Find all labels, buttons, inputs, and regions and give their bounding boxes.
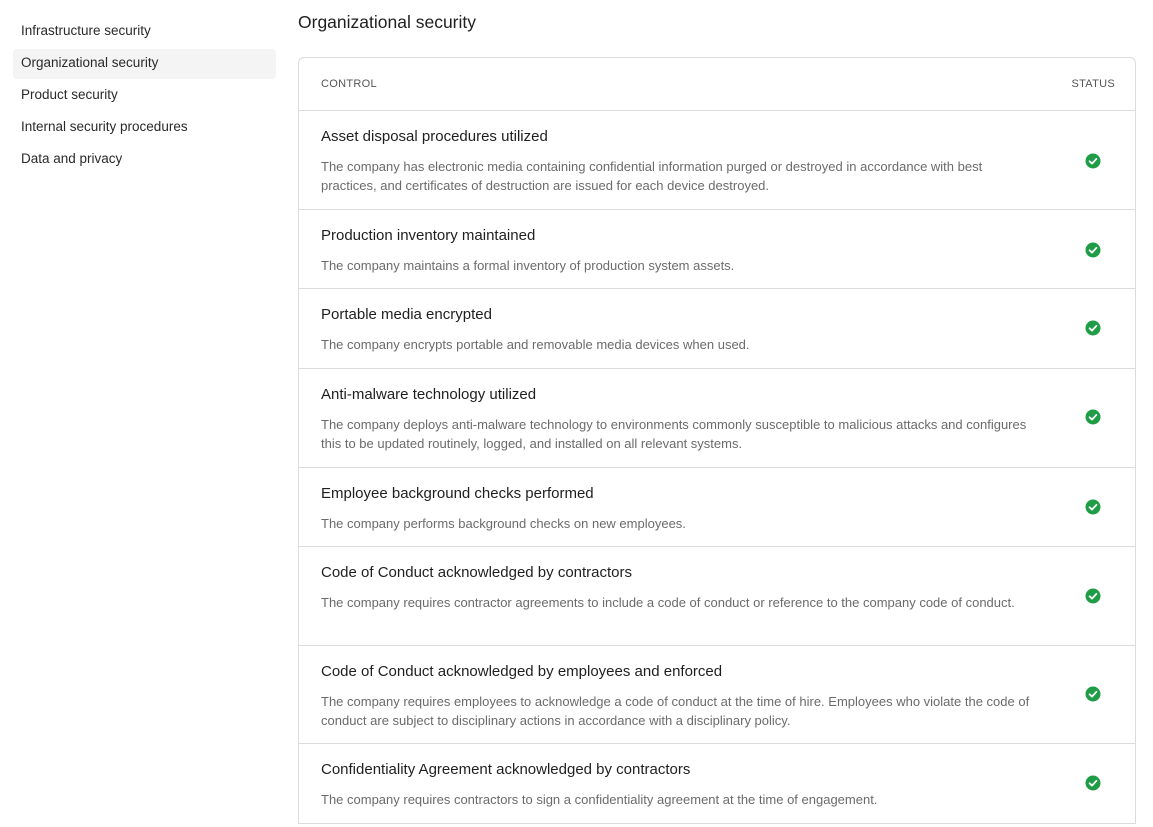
table-row[interactable] bbox=[299, 369, 1135, 468]
control-description: The company performs background checks on new employees. bbox=[321, 516, 686, 531]
table-row[interactable] bbox=[299, 646, 1135, 744]
page-title: Organizational security bbox=[298, 12, 476, 32]
table-row[interactable] bbox=[299, 468, 1135, 547]
check-circle-icon bbox=[1085, 242, 1101, 258]
sidebar-item-infrastructure-security[interactable]: Infrastructure security bbox=[21, 23, 151, 38]
table-row[interactable] bbox=[299, 289, 1135, 369]
table-row[interactable] bbox=[299, 547, 1135, 646]
control-description: The company has electronic media containing confidential information purged or destroyed in accordance with best practices, and certificates of destruction are issued for each device destroyed. bbox=[321, 159, 983, 193]
sidebar-nav bbox=[13, 17, 276, 177]
control-description: The company deploys anti-malware technology to environments commonly susceptible to malicious attacks and configures this to be updated routinely, logged, and installed on all relevant systems. bbox=[321, 417, 1027, 451]
check-circle-icon bbox=[1085, 153, 1101, 169]
control-title: Code of Conduct acknowledged by contractors bbox=[321, 564, 633, 581]
check-circle-icon bbox=[1085, 588, 1101, 604]
check-circle-icon bbox=[1085, 320, 1101, 336]
check-circle-icon bbox=[1085, 686, 1101, 702]
column-header-control: CONTROL bbox=[321, 78, 377, 90]
table-row[interactable] bbox=[299, 210, 1135, 289]
control-title: Portable media encrypted bbox=[321, 306, 492, 323]
control-description: The company encrypts portable and removable media devices when used. bbox=[321, 337, 750, 352]
control-title: Production inventory maintained bbox=[321, 227, 536, 244]
control-description: The company maintains a formal inventory of production system assets. bbox=[321, 258, 735, 273]
control-title: Anti-malware technology utilized bbox=[321, 386, 537, 403]
control-description: The company requires employees to acknowledge a code of conduct at the time of hire. Employees who violate the code of conduct are subject to disciplinary actions in accordance with a disciplinary policy. bbox=[321, 694, 1030, 728]
table-row[interactable] bbox=[299, 744, 1135, 824]
table-header bbox=[299, 58, 1135, 111]
sidebar-item-data-and-privacy[interactable]: Data and privacy bbox=[21, 151, 123, 166]
check-circle-icon bbox=[1085, 409, 1101, 425]
control-title: Code of Conduct acknowledged by employees and enforced bbox=[321, 663, 723, 680]
control-title: Confidentiality Agreement acknowledged by contractors bbox=[321, 761, 691, 778]
control-title: Employee background checks performed bbox=[321, 485, 594, 502]
sidebar-item-organizational-security[interactable]: Organizational security bbox=[13, 49, 276, 79]
check-circle-icon bbox=[1085, 775, 1101, 791]
control-title: Asset disposal procedures utilized bbox=[321, 128, 548, 145]
table-row[interactable] bbox=[299, 111, 1135, 210]
sidebar-item-product-security[interactable]: Product security bbox=[21, 87, 118, 102]
column-header-status: STATUS bbox=[1071, 78, 1115, 90]
control-description: The company requires contractors to sign a confidentiality agreement at the time of engagement. bbox=[321, 792, 878, 807]
control-description: The company requires contractor agreements to include a code of conduct or reference to the company code of conduct. bbox=[321, 595, 1015, 610]
check-circle-icon bbox=[1085, 499, 1101, 515]
controls-table bbox=[298, 57, 1136, 824]
sidebar-item-internal-security-procedures[interactable]: Internal security procedures bbox=[21, 119, 188, 134]
